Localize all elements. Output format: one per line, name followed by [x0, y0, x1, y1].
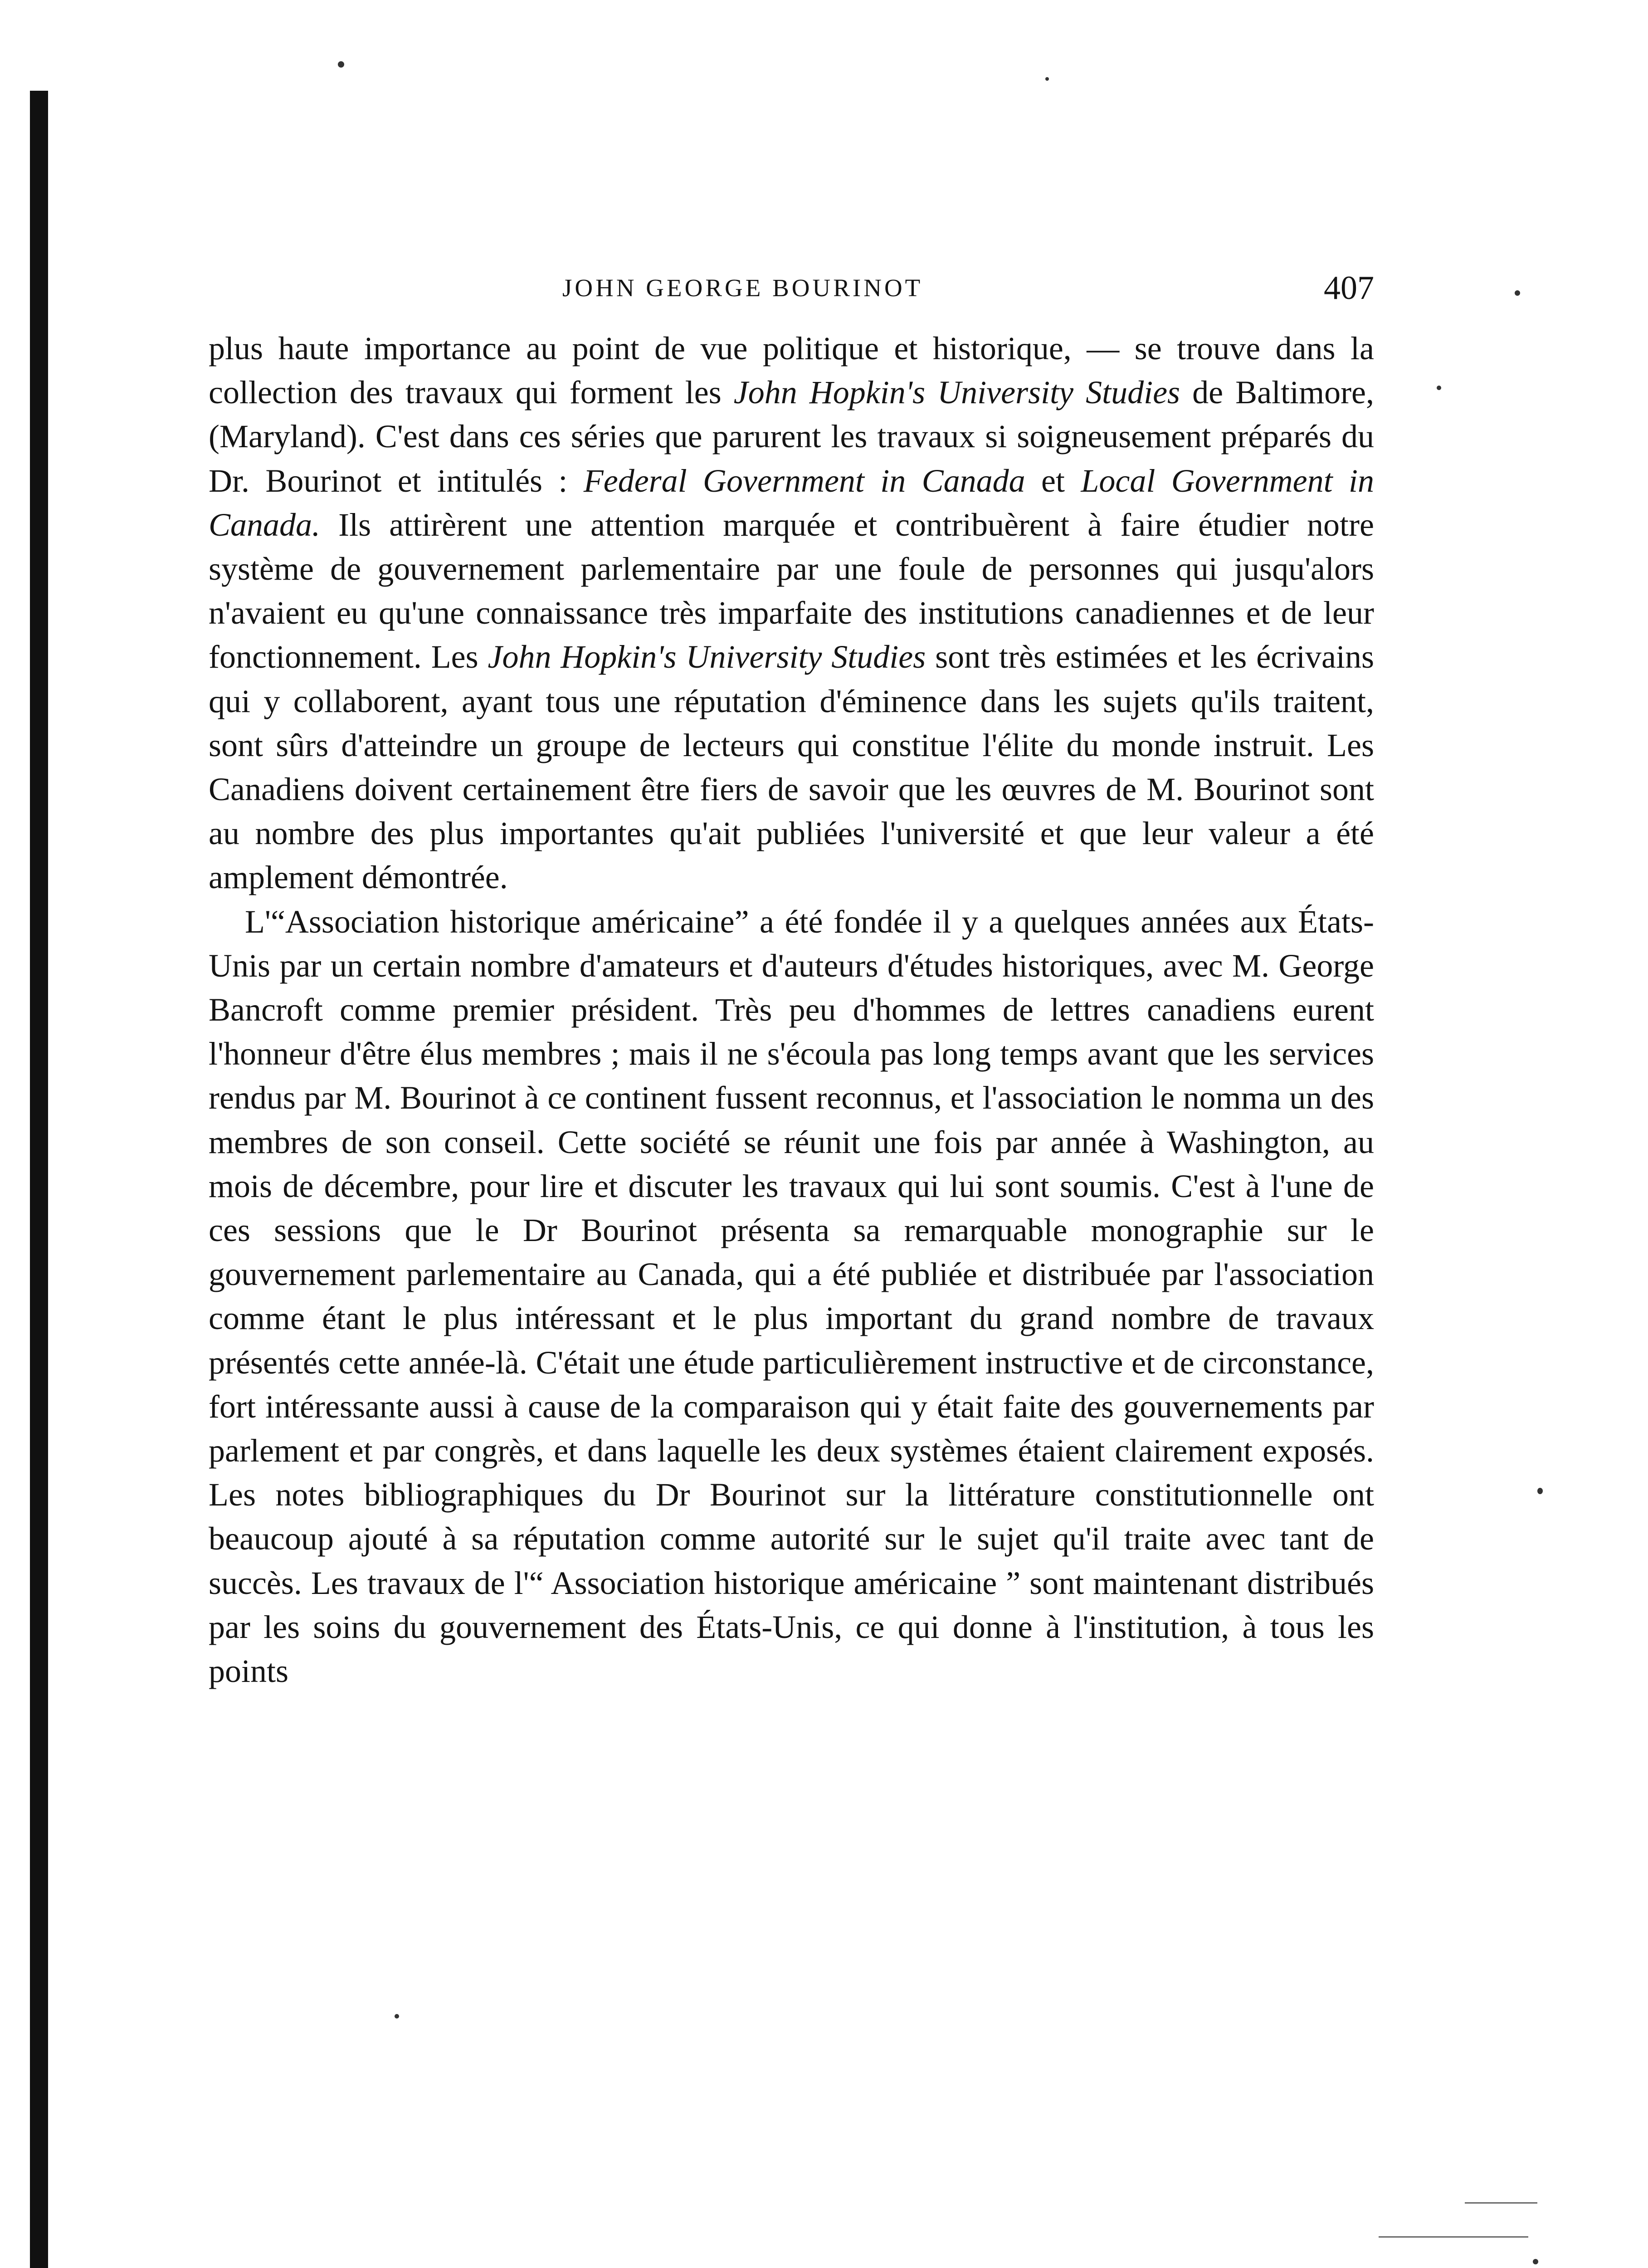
page-number: 407 — [1324, 269, 1374, 307]
italic-title: Federal Government in Canada — [583, 462, 1025, 499]
italic-title: John Hopkin's University Studies — [733, 374, 1180, 411]
text-segment: plus haute importance au point de vue politique et historique, — se trouve dans la collection des travaux qui forment les — [209, 330, 1374, 411]
paragraph-1 — [209, 327, 1374, 900]
body-text — [209, 327, 1374, 1693]
italic-title: John Hopkin's University Studies — [488, 639, 926, 675]
scan-speck — [1515, 290, 1520, 296]
text-segment: Ils attirèrent une attention marquée et contribuèrent à faire étudier notre système de gouvernement parlementaire par une foule de personnes qui jusqu'alors n'avaient eu qu'une connaissance très imparfaite des institutions canadiennes et de leur fonctionnement. Les — [209, 506, 1374, 675]
scan-speck — [338, 61, 344, 68]
scan-speck — [395, 2014, 399, 2019]
text-segment: L'“Association historique américaine” a été fondée il y a quelques années aux États-Unis par un certain nombre d'amateurs et d'auteurs d'études historiques, avec M. George Bancroft comme premier président. Très peu d'hommes de lettres canadiens eurent l'honneur d'être élus membres ; mais il ne s'écoula pas long temps avant que les services rendus par M. Bourinot à ce continent fussent reconnus, et l'association le nomma un des membres de son conseil. Cette société se réunit une fois par année à Washington, au mois de décembre, pour lire et discuter les travaux qui lui sont soumis. C'est à l'une de ces sessions que le Dr Bourinot présenta sa remarquable monographie sur le gouvernement parlementaire au Canada, qui a été publiée et distribuée par l'association comme étant le plus intéressant et le plus important du grand nombre de travaux présentés cette année-là. C'était une étude particulièrement instructive et de circonstance, fort intéressante aussi à cause de la comparaison qui y était faite des gouvernements par parlement et par congrès, et dans laquelle les deux systèmes étaient clairement exposés. Les notes bibliographiques du Dr Bourinot sur la littérature constitutionnelle ont beaucoup ajouté à sa réputation comme autorité sur le sujet qu'il traite avec tant de succès. Les travaux de l'“ Association historique américaine ” sont maintenant distribués par les soins du gouvernement des États-Unis, ce qui donne à l'institution, à tous les points — [209, 903, 1374, 1690]
scan-speck — [1533, 2259, 1538, 2264]
text-segment: de Baltimore, (Maryland). C'est dans ces séries que parurent les travaux si soigneusement préparés du Dr. Bourinot et intitulés : — [209, 374, 1375, 499]
scan-mark — [1465, 2202, 1537, 2204]
binding-edge — [30, 91, 48, 2268]
text-segment: et — [1025, 462, 1081, 499]
scan-speck — [1537, 1488, 1543, 1494]
paragraph-2 — [209, 900, 1374, 1694]
scan-speck — [1045, 77, 1049, 81]
text-segment: sont très estimées et les écrivains qui y collaborent, ayant tous une réputation d'éminence dans les sujets qu'ils traitent, sont sûrs d'atteindre un groupe de lecteurs qui constitue l'élite du monde instruit. Les Canadiens doivent certainement être fiers de savoir que les œuvres de M. Bourinot sont au nombre des plus importantes qu'ait publiées l'université et que leur valeur a été amplement démontrée. — [209, 639, 1374, 896]
running-head: JOHN GEORGE BOURINOT — [562, 274, 923, 302]
page-header — [209, 263, 1374, 313]
scan-speck — [1437, 386, 1441, 390]
scan-mark — [1379, 2236, 1528, 2238]
italic-title: Local Government in Canada. — [209, 462, 1374, 543]
